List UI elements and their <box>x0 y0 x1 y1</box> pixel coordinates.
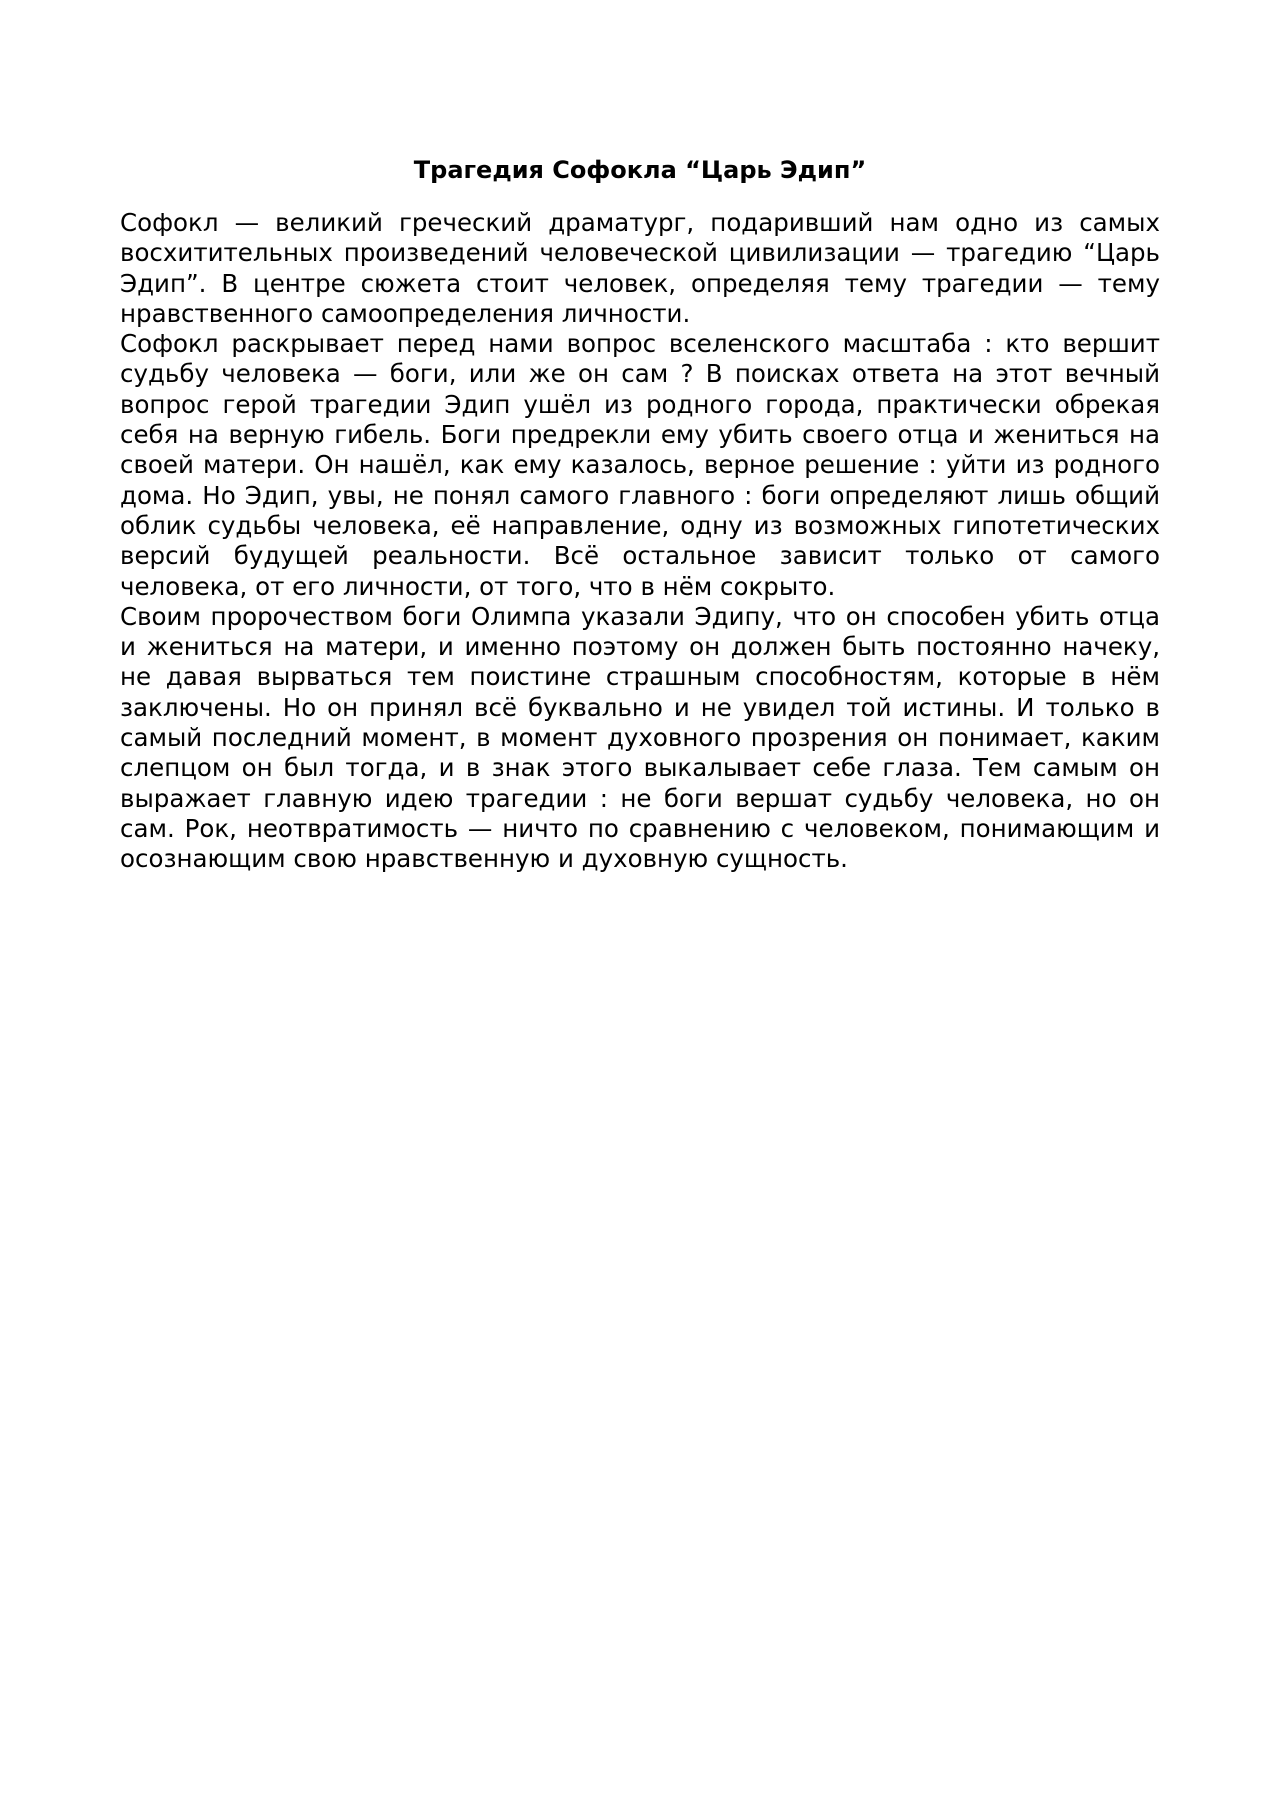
paragraph-1: Софокл — великий греческий драматург, подаривший нам одно из самых восхитительных произведений человеческой цивилизации — трагедию “Царь Эдип”. В центре сюжета стоит человек, определяя тему трагедии — тему нравственного самоопределения личности. <box>120 208 1160 328</box>
document-title: Трагедия Софокла “Царь Эдип” <box>413 156 867 184</box>
paragraph-2: Софокл раскрывает перед нами вопрос вселенского масштаба : кто вершит судьбу человека — боги, или же он сам ? В поисках ответа на этот вечный вопрос герой трагедии Эдип ушёл из родного города, практически обрекая себя на верную гибель. Боги предрекли ему убить своего отца и жениться на своей матери. Он нашёл, как ему казалось, верное решение : уйти из родного дома. Но Эдип, увы, не понял самого главного : боги определяют лишь общий облик судьбы человека, её направление, одну из возможных гипотетических версий будущей реальности. Всё остальное зависит только от самого человека, от его личности, от того, что в нём сокрыто. <box>120 329 1160 601</box>
document-body <box>120 150 1160 875</box>
paragraph-3: Своим пророчеством боги Олимпа указали Эдипу, что он способен убить отца и жениться на матери, и именно поэтому он должен быть постоянно начеку, не давая вырваться тем поистине страшным способностям, которые в нём заключены. Но он принял всё буквально и не увидел той истины. И только в самый последний момент, в момент духовного прозрения он понимает, каким слепцом он был тогда, и в знак этого выкалывает себе глаза. Тем самым он выражает главную идею трагедии : не боги вершат судьбу человека, но он сам. Рок, неотвратимость — ничто по сравнению с человеком, понимающим и осознающим свою нравственную и духовную сущность. <box>120 601 1160 874</box>
